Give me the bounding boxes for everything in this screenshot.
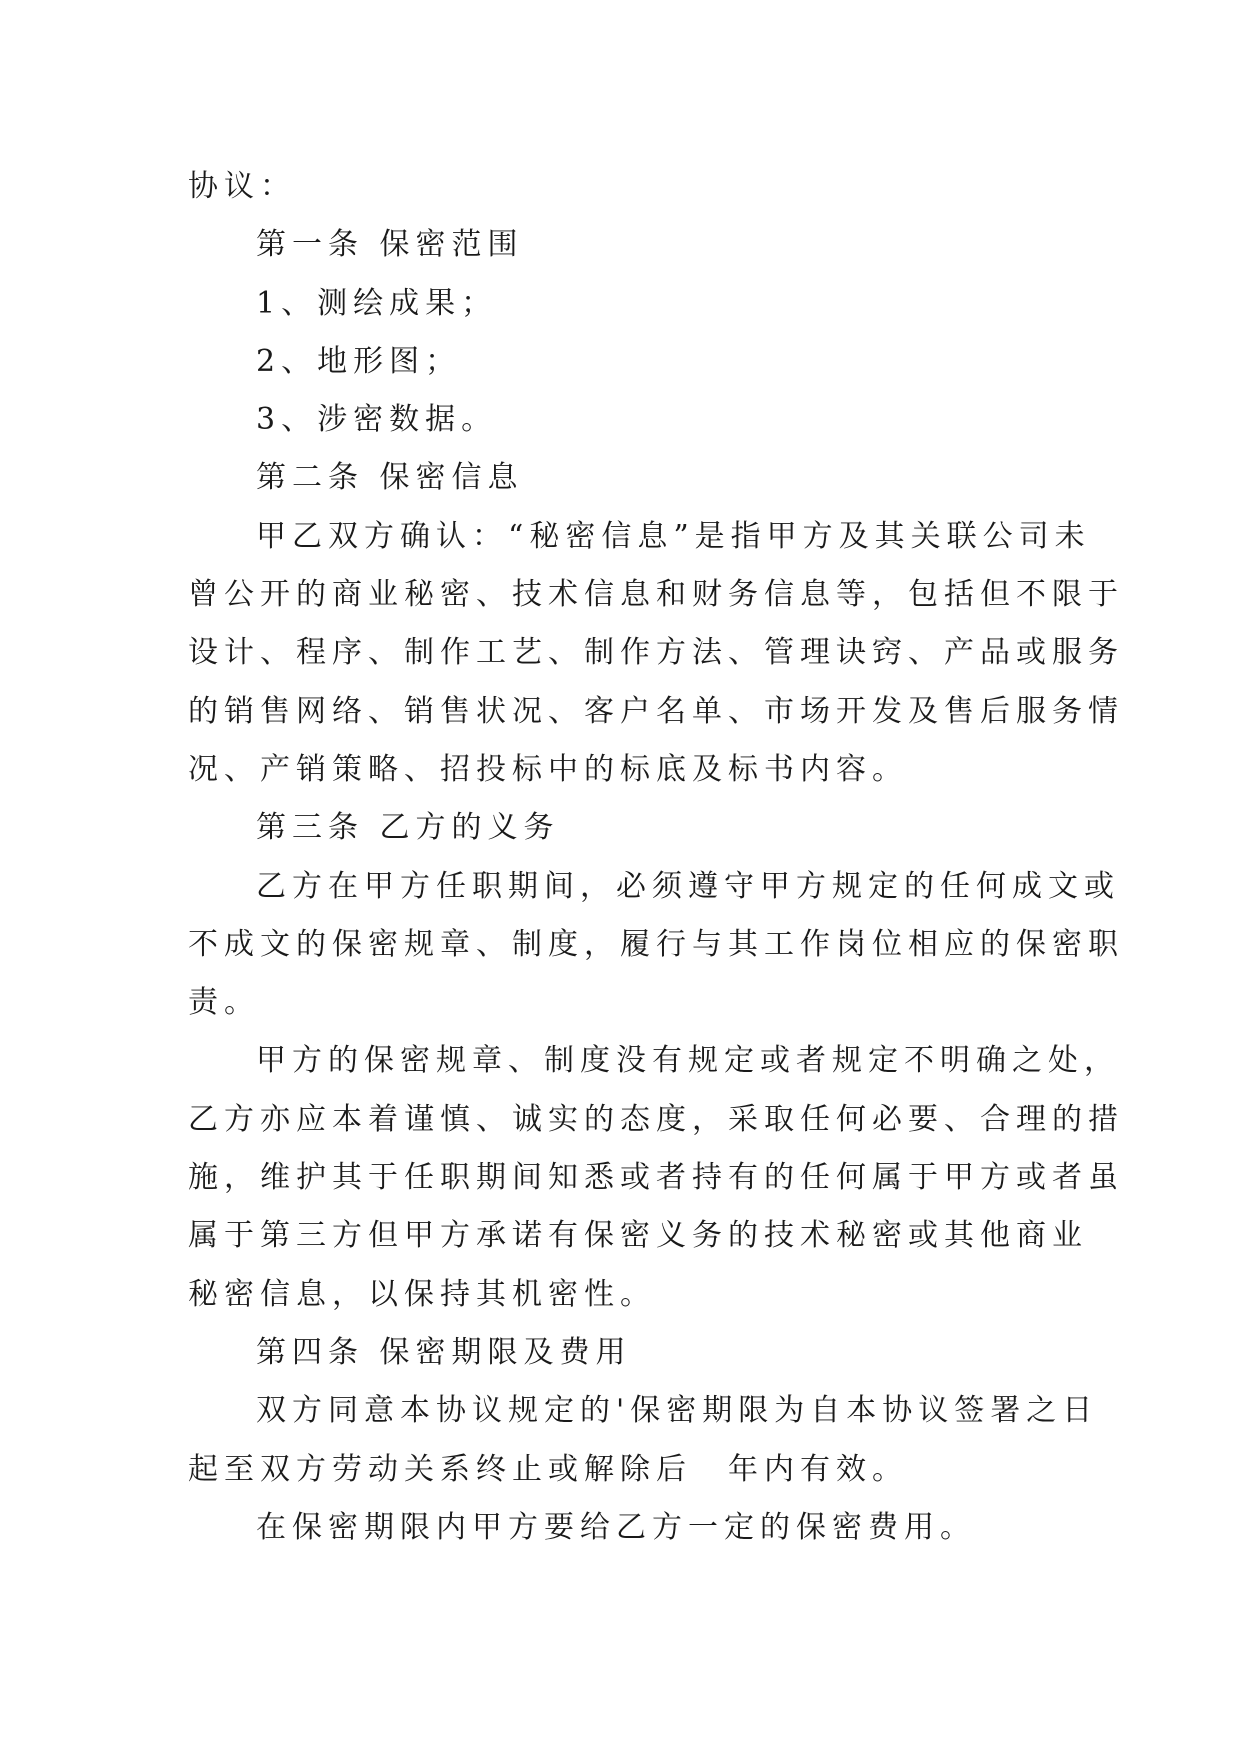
paragraph-line: 属于第三方但甲方承诺有保密义务的技术秘密或其他商业: [188, 1218, 1088, 1254]
paragraph-line: 乙方亦应本着谨慎、诚实的态度，采取任何必要、合理的措: [188, 1101, 1124, 1137]
paragraph-line: 起至双方劳动关系终止或解除后 年内有效。: [188, 1451, 908, 1487]
intro-line: 协议：: [188, 169, 296, 204]
paragraph-line: 双方同意本协议规定的'保密期限为自本协议签署之日: [256, 1393, 1099, 1429]
paragraph-line: 责。: [188, 985, 260, 1021]
paragraph-line: 的销售网络、销售状况、客户名单、市场开发及售后服务情: [188, 693, 1124, 729]
article-3-heading: 第三条 乙方的义务: [256, 810, 560, 846]
paragraph-line: 甲乙双方确认：“秘密信息”是指甲方及其关联公司未: [256, 518, 1091, 554]
article-2-heading: 第二条 保密信息: [256, 460, 524, 496]
scope-item-2: 2、地形图；: [256, 343, 462, 379]
article-4-heading: 第四条 保密期限及费用: [256, 1334, 632, 1370]
paragraph-line: 乙方在甲方任职期间，必须遵守甲方规定的任何成文或: [256, 868, 1120, 904]
paragraph-line: 况、产销策略、招投标中的标底及标书内容。: [188, 751, 908, 787]
paragraph-line: 施，维护其于任职期间知悉或者持有的任何属于甲方或者虽: [188, 1160, 1124, 1196]
paragraph-line: 甲方的保密规章、制度没有规定或者规定不明确之处，: [256, 1043, 1120, 1079]
paragraph-line: 在保密期限内甲方要给乙方一定的保密费用。: [256, 1509, 976, 1545]
scope-item-3: 3、涉密数据。: [256, 402, 498, 438]
document-body: [188, 158, 1124, 1557]
paragraph-line: 秘密信息，以保持其机密性。: [188, 1276, 656, 1312]
paragraph-line: 不成文的保密规章、制度，履行与其工作岗位相应的保密职: [188, 926, 1124, 962]
scope-item-1: 1、测绘成果；: [256, 285, 498, 321]
paragraph-line: 曾公开的商业秘密、技术信息和财务信息等，包括但不限于: [188, 577, 1124, 613]
paragraph-line: 设计、程序、制作工艺、制作方法、管理诀窍、产品或服务: [188, 635, 1124, 671]
article-1-heading: 第一条 保密范围: [256, 227, 524, 263]
